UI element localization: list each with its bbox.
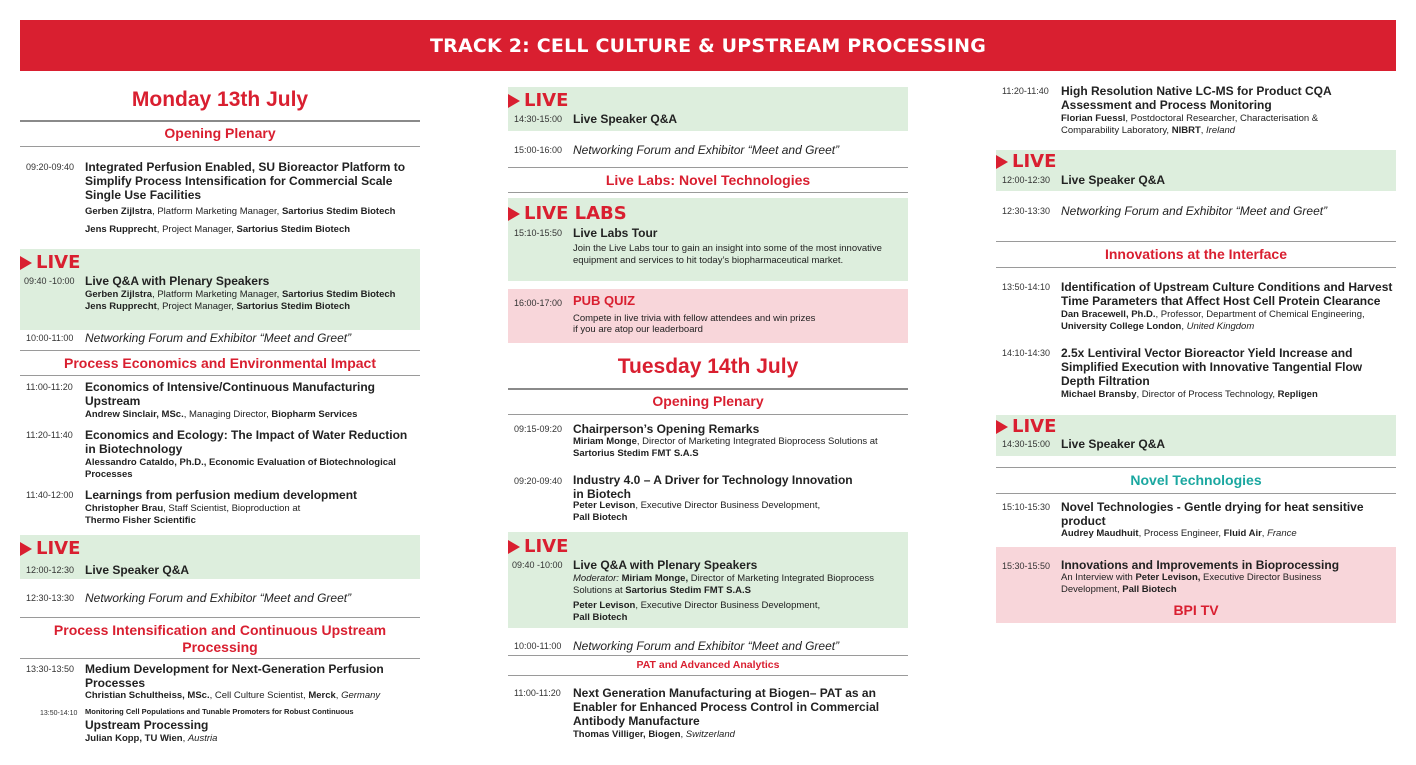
play-icon — [20, 542, 32, 556]
session-time: 09:15-09:20 — [514, 424, 563, 434]
section-heading: PAT and Advanced Analytics — [636, 659, 780, 671]
live-badge: LIVE — [20, 539, 80, 559]
session-title: in Biotech — [573, 487, 632, 501]
session-title: Medium Development for Next-Generation Perfusion Processes — [85, 662, 384, 690]
divider — [20, 617, 420, 618]
section-heading: Process Intensification and Continuous Upstream Processing — [53, 622, 387, 655]
session-time: 12:30-13:30 — [26, 593, 75, 603]
session-time: 10:00-11:00 — [26, 333, 74, 343]
section-heading: Innovations at the Interface — [1104, 246, 1288, 262]
session-title: Live Speaker Q&A — [1061, 437, 1166, 451]
session-time: 09:20-09:40 — [26, 162, 75, 172]
live-badge: LIVE — [508, 537, 568, 557]
divider — [20, 658, 420, 659]
session-title: Identification of Upstream Culture Conditions and Harvest Time Parameters that Affect Host Cell Protein Clearance — [1061, 280, 1393, 308]
session-title: High Resolution Native LC-MS for Product CQA Assessment and Process Monitoring — [1061, 84, 1332, 112]
play-icon — [20, 256, 32, 270]
divider — [996, 267, 1396, 268]
session-title: Economics and Ecology: The Impact of Water Reduction in Biotechnology — [85, 428, 408, 456]
section-heading: Opening Plenary — [652, 393, 764, 409]
speaker: Miriam Monge, Director of Marketing Integrated Bioprocess Solutions at Sartorius Stedim FMT S.A.S — [573, 436, 878, 459]
play-icon — [508, 540, 520, 554]
live-badge: LIVE — [996, 152, 1056, 172]
speaker: Jens Rupprecht, Project Manager, Sartorius Stedim Biotech — [85, 301, 351, 312]
session-time: 14:30-15:00 — [1002, 439, 1051, 449]
session-title: Networking Forum and Exhibitor “Meet and Greet” — [1061, 204, 1328, 218]
session-time: 11:20-11:40 — [1002, 86, 1049, 96]
day-heading-monday: Monday 13th July — [131, 88, 309, 111]
session-title: Live Labs Tour — [573, 226, 658, 240]
session-title: Next Generation Manufacturing at Biogen– PAT as an Enabler for Enhanced Process Control in Commercial Antibody Manufacture — [573, 686, 880, 728]
session-title: Learnings from perfusion medium development — [85, 488, 358, 502]
session-title: Live Q&A with Plenary Speakers — [573, 558, 758, 572]
session-title: Novel Technologies - Gentle drying for heat sensitive product — [1061, 500, 1364, 528]
section-heading: Opening Plenary — [164, 125, 276, 141]
session-time: 12:00-12:30 — [1002, 175, 1051, 185]
speaker: Thomas Villiger, Biogen, Switzerland — [573, 729, 735, 740]
section-heading: Process Economics and Environmental Impact — [64, 355, 376, 371]
session-time: 09:20-09:40 — [514, 476, 563, 486]
session-title: Integrated Perfusion Enabled, SU Bioreactor Platform to Simplify Process Intensification for Commercial Scale Single Use Facilities — [85, 160, 406, 202]
session-title: Live Speaker Q&A — [85, 563, 190, 577]
speaker: Andrew Sinclair, MSc., Managing Director, Biopharm Services — [85, 409, 358, 420]
session-time: 13:30-13:50 — [26, 664, 75, 674]
speaker: Dan Bracewell, Ph.D., Professor, Department of Chemical Engineering, University College London, United Kingdom — [1061, 309, 1365, 332]
play-icon — [996, 420, 1008, 434]
play-icon — [996, 155, 1008, 169]
session-time: 10:00-11:00 — [514, 641, 562, 651]
session-time: 11:00-11:20 — [26, 382, 73, 392]
session-title: Networking Forum and Exhibitor “Meet and Greet” — [85, 331, 352, 345]
divider — [996, 241, 1396, 242]
speaker: Audrey Maudhuit, Process Engineer, Fluid Air, France — [1061, 528, 1297, 539]
session-title: Chairperson’s Opening Remarks — [573, 422, 760, 436]
session-title: Upstream Processing — [85, 718, 209, 732]
divider — [508, 655, 908, 656]
moderator: Moderator: Miriam Monge, Director of Marketing Integrated Bioprocess Solutions at Sartorius Stedim FMT S.A.S — [573, 573, 874, 596]
divider — [508, 414, 908, 415]
session-title: PUB QUIZ — [573, 293, 636, 308]
session-title: Economics of Intensive/Continuous Manufacturing Upstream — [85, 380, 376, 408]
speaker: Peter Levison, Executive Director Business Development, Pall Biotech — [573, 500, 821, 523]
divider — [996, 467, 1396, 468]
session-description: Compete in live trivia with fellow attendees and win prizes — [573, 313, 816, 324]
divider — [20, 375, 420, 376]
live-badge: LIVE — [996, 417, 1056, 437]
session-time: 13:50-14:10 — [40, 710, 78, 717]
live-badge: LIVE — [508, 91, 568, 111]
speaker: Alessandro Cataldo, Ph.D., Economic Evaluation of Biotechnological Processes — [85, 457, 396, 480]
session-time: 11:20-11:40 — [26, 430, 73, 440]
session-time: 15:10-15:30 — [1002, 502, 1051, 512]
session-title: Networking Forum and Exhibitor “Meet and Greet” — [85, 591, 352, 605]
session-title: Live Q&A with Plenary Speakers — [85, 274, 270, 288]
speaker: Jens Rupprecht, Project Manager, Sartorius Stedim Biotech — [85, 224, 351, 235]
session-time: 14:10-14:30 — [1002, 348, 1051, 358]
session-title-line: Monitoring Cell Populations and Tunable Promoters for Robust Continuous — [85, 707, 354, 716]
live-labs-badge: LIVE LABS — [508, 204, 627, 224]
session-time: 16:00-17:00 — [514, 298, 563, 308]
speaker: Julian Kopp, TU Wien, Austria — [85, 733, 218, 744]
session-time: 11:40-12:00 — [26, 490, 74, 500]
session-title: Live Speaker Q&A — [1061, 173, 1166, 187]
session-title: Innovations and Improvements in Bioprocessing — [1061, 558, 1340, 572]
divider — [508, 192, 908, 193]
session-title: Industry 4.0 – A Driver for Technology Innovation — [573, 473, 853, 487]
play-icon — [508, 94, 520, 108]
speaker: Christian Schultheiss, MSc., Cell Culture Scientist, Merck, Germany — [85, 690, 381, 701]
section-heading: Live Labs: Novel Technologies — [605, 172, 811, 188]
bpi-tv-badge: BPI TV — [1173, 602, 1219, 618]
speaker: Michael Bransby, Director of Process Technology, Repligen — [1061, 389, 1318, 400]
session-description: An Interview with Peter Levison, Executive Director Business Development, Pall Biotech — [1061, 572, 1322, 595]
session-time: 13:50-14:10 — [1002, 282, 1051, 292]
session-time: 09:40 -10:00 — [512, 560, 563, 570]
track-banner: TRACK 2: CELL CULTURE & UPSTREAM PROCESSING — [20, 20, 1396, 71]
session-time: 11:00-11:20 — [514, 688, 561, 698]
speaker: Christopher Brau, Staff Scientist, Bioproduction at Thermo Fisher Scientific — [85, 503, 301, 526]
divider — [508, 167, 908, 168]
day-heading-tuesday: Tuesday 14th July — [617, 355, 799, 378]
divider — [508, 388, 908, 390]
session-time: 15:30-15:50 — [1002, 561, 1051, 571]
speaker: Gerben Zijlstra, Platform Marketing Manager, Sartorius Stedim Biotech — [85, 289, 396, 300]
session-time: 15:10-15:50 — [514, 228, 563, 238]
session-title: Live Speaker Q&A — [573, 112, 678, 126]
speaker: Peter Levison, Executive Director Business Development, Pall Biotech — [573, 600, 821, 623]
divider — [508, 675, 908, 676]
speaker: Gerben Zijlstra, Platform Marketing Manager, Sartorius Stedim Biotech — [85, 206, 396, 217]
live-badge: LIVE — [20, 253, 80, 273]
section-heading: Novel Technologies — [1130, 472, 1262, 488]
session-description: if you are atop our leaderboard — [573, 324, 703, 335]
session-time: 12:30-13:30 — [1002, 206, 1051, 216]
speaker: Florian Fuessl, Postdoctoral Researcher, Characterisation & Comparability Laboratory, NIBRT, Ireland — [1061, 113, 1319, 136]
session-time: 09:40 -10:00 — [24, 276, 75, 286]
divider — [996, 493, 1396, 494]
session-title: Networking Forum and Exhibitor “Meet and Greet” — [573, 143, 840, 157]
session-time: 15:00-16:00 — [514, 145, 563, 155]
divider — [20, 120, 420, 122]
session-title: 2.5x Lentiviral Vector Bioreactor Yield Increase and Simplified Execution with Innovative Tangential Flow Depth Filtration — [1061, 346, 1363, 388]
divider — [20, 350, 420, 351]
session-time: 14:30-15:00 — [514, 114, 563, 124]
session-time: 12:00-12:30 — [26, 565, 75, 575]
divider — [20, 146, 420, 147]
session-description: Join the Live Labs tour to gain an insight into some of the most innovative equipment and services to hit today’s biopharmaceutical market. — [573, 243, 882, 266]
session-title: Networking Forum and Exhibitor “Meet and Greet” — [573, 639, 840, 653]
play-icon — [508, 207, 520, 221]
